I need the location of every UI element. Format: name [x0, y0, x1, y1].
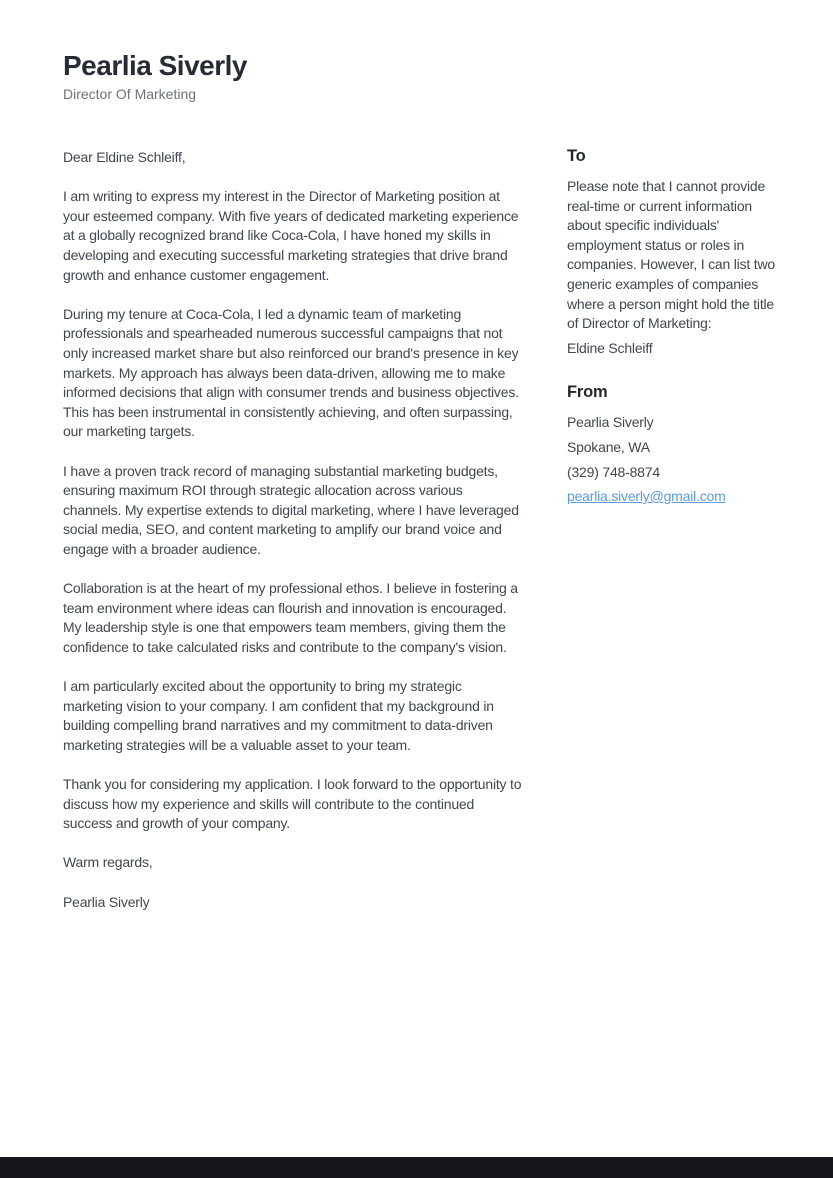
- to-note: Please note that I cannot provide real-time or current information about specific individuals' employment status or roles in companies. However, I can list two generic examples of companies where a person might hold the title of Director of Marketing:: [567, 178, 775, 332]
- letter-paragraph-2: During my tenure at Coca-Cola, I led a dynamic team of marketing professionals and spearheaded numerous successful campaigns that not only increased market share but also reinforced our brand's presence in key markets. My approach has always been data-driven, allowing me to make informed decisions that align with consumer trends and business objectives. This has been instrumental in consistently achieving, and often surpassing, our marketing targets.: [63, 305, 519, 440]
- sender-location: Spokane, WA: [567, 438, 650, 455]
- letter-body: [63, 148, 523, 912]
- sender-phone: (329) 748-8874: [567, 463, 660, 480]
- letter-paragraph-3: I have a proven track record of managing substantial marketing budgets, ensuring maximum ROI through strategic allocation across various channels. My expertise extends to digital marketing, where I have leveraged social media, SEO, and content marketing to amplify our brand voice and engage with a broader audience.: [63, 462, 519, 557]
- closing: Warm regards,: [63, 854, 153, 871]
- sender-email-link[interactable]: pearlia.siverly@gmail.com: [567, 488, 726, 505]
- signature: Pearlia Siverly: [63, 893, 150, 910]
- letter-paragraph-1: I am writing to express my interest in the Director of Marketing position at your esteemed company. With five years of dedicated marketing experience at a globally recognized brand like Coca-Cola, I have honed my skills in developing and executing successful marketing strategies that drive brand growth and enhance customer engagement.: [63, 188, 519, 283]
- candidate-name: Pearlia Siverly: [63, 50, 247, 81]
- letter-paragraph-4: Collaboration is at the heart of my professional ethos. I believe in fostering a team environment where ideas can flourish and innovation is encouraged. My leadership style is one that empowers team members, giving them the confidence to take calculated risks and contribute to the company's vision.: [63, 580, 518, 655]
- letter-paragraph-5: I am particularly excited about the opportunity to bring my strategic marketing vision to your company. I am confident that my background in building compelling brand narratives and my commitment to data-driven marketing strategies will be a valuable asset to your team.: [63, 678, 494, 753]
- sender-name: Pearlia Siverly: [567, 414, 654, 431]
- header: [63, 50, 247, 102]
- recipient-name: Eldine Schleiff: [567, 339, 653, 356]
- letter-paragraph-6: Thank you for considering my application. I look forward to the opportunity to discuss how my experience and skills will contribute to the continued success and growth of your company.: [63, 776, 522, 832]
- footer-bar: [0, 1157, 833, 1178]
- from-heading: From: [567, 383, 608, 402]
- candidate-job-title: Director Of Marketing: [63, 86, 197, 103]
- sidebar: [567, 146, 787, 507]
- salutation: Dear Eldine Schleiff,: [63, 149, 186, 165]
- to-heading: To: [567, 147, 586, 165]
